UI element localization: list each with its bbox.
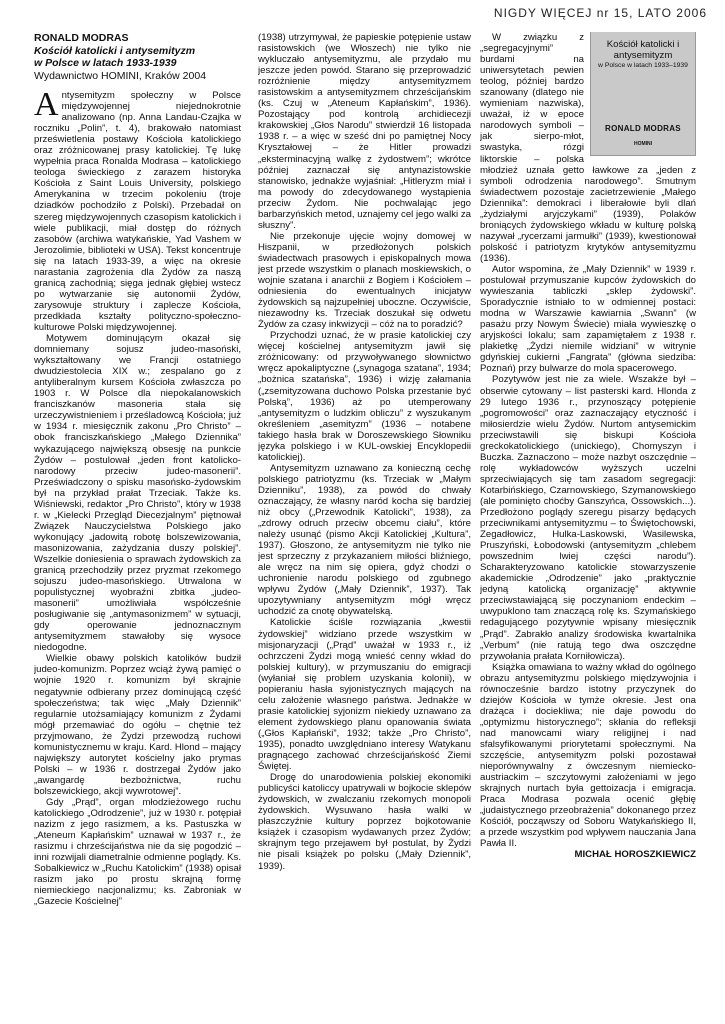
paragraph: Gdy „Prąd”, organ młodzieżowego ruchu katolickiego „Odrodzenie”, już w 1930 r. potępiał nazizm z jego rasizmem, a ks. Pastuszka w „Ateneum Kapłańskim” uznawał w 1937 r., że rasizmu i chrześcijaństwa nie da się pogodzić – inni rozwijali diametralnie odmienne poglądy. Ks. Sobalkiewicz w „Ruchu Katolickim” (1938) opisał rasizm jako po prostu skrajną formę niemieckiego nacjonalizmu; ks. Zabroniak w „Gazecie Kościelnej” [34,797,241,908]
book-author: RONALD MODRAS [34,32,129,44]
cover-author: RONALD MODRAS [605,124,681,133]
paragraph: Pozytywów jest nie za wiele. Wszakże był – obserwie cytowany – list pasterski kard. Hlonda z 29 lutego 1936 r., przynoszący potępienie „pogromowości” oraz zaznaczający etyczność i miłosierdzie wielu Żydów. Nurtom antysemickim przeciwstawili się biskupi Kościoła greckokatolickiego (unickiego), Chomyszyn i Buczka. Zaznaczono – może nazbyt oszczędnie – rolę wykładowców wyższych uczelni sprzeciwiających się tam zasadom segregacji: Kotarbińskiego, Czarnowskiego, Szymanowskiego (ale pominięto choćby Ganszyńca, Ossowskich...). Przedłożono poglądy szeregu pisarzy będących przeciwnikami antysemityzmu – to Świętochowski, Zegadłowicz, Hulka-Laskowski, Wasilewska, Pruszyński, Łobodowski (antysemityzm „chlebem powszednim lwiej części narodu”). Scharakteryzowano katolickie stowarzyszenie akademickie „Odrodzenie” jako „praktycznie jedyną katolicką organizację” aktywnie przeciwstawiającą się poczynaniom endeckim – uwypuklono tam znaczącą rolę ks. Szymańskiego redagującego pozytywnie wpisany miesięcznik „Prąd”. Zabrakło analizy środowiska kwartalnika „Verbum” (nie ratują tego dwa oszczędne przywołania prałata Korniłowicza). [480,374,696,662]
cover-title: Kościół katolicki i antysemityzm [606,39,680,61]
running-header: NIGDY WIĘCEJ nr 15, LATO 2006 [493,6,707,20]
paragraph: Wielkie obawy polskich katolików budził judeo-komunizm. Poprzez wciąż żywą pamięć o wojnie 1920 r. komunizm był skrajnie negatywnie odbierany przez dominującą część społeczeństwa; tak więc „Mały Dziennik” regularnie utożsamiający komunizm z Żydami mógł przemawiać do ogółu – chętnie też przyjmowano, że Żydzi przewodzą ruchowi komunistycznemu w kraju. Kard. Hlond – mający największy autorytet kościelny jako prymas Polski – w 1936 r. dostrzegał Żydów jako „awangardę bezbożnictwa, ruchu bolszewickiego, akcji wywrotowej”. [34,653,241,797]
paragraph: Autor wspomina, że „Mały Dziennik” w 1939 r. postulował przymuszanie kupców żydowskich do wywieszania tabliczki „sklep żydowski”. Sporadycznie istniało to w odmiennej postaci: modna w Warszawie kawiarnia „Swann” (w pasażu przy Nowym Świecie) miała wywieszkę o aryjskości lokalu; sam zapamiętałem z 1938 r. plakietkę „Żydzi niemile widziani” w witrynie gdyńskiej cukierni „Fangrata” (główna siedziba: Poznań) przy bulwarze do mola spacerowego. [480,263,696,375]
cover-publisher: HOMINI [633,141,653,147]
book-publisher: Wydawnictwo HOMINI, Kraków 2004 [34,69,207,82]
paragraph [34,86,241,333]
review-header [34,32,241,82]
paragraph: Nie przekonuje ujęcie wojny domowej w Hiszpanii, w przedłożonych polskich świadectwach prasowych i episkopalnych mowa jest przede wszystkim o planach moskiewskich, o wojnie szatana i anarchii z Bogiem i Kościołem – odniesienia do ewentualnych inicjatyw żydowskich są najzupełniej uboczne. Oczywiście, niezawodny ks. Trzeciak doszukał się odwetu Żydów za czasy inkwizycji – cóż na to poradzić? [258,230,471,331]
column-1 [34,32,241,1012]
paragraph: Katolickie ściśle rozwiązania „kwestii żydowskiej” widziano przede wszystkim w misjonaryzacji („Prąd” uważał w 1933 r., iż ochrzczeni Żydzi mogą wnieść cenny wkład do polskiej kultury), w przymuszaniu do emigracji (wyłaniał się problem uzyskania kolonii), w popieraniu hasła syjonistycznych mających na celu założenie własnego państwa. Jednakże w prasie katolickiej syjonizm niekiedy uznawano za element żydowskiego planu opanowania świata („Głos Kapłański”, 1932; także „Pro Christo”, 1935), ponadto uwzględniano interesy Watykanu pragnącego zachować chrześcijańskość Ziemi Świętej. [258,617,471,773]
column-3 [480,32,696,1012]
paragraph: Motywem dominującym okazał się domniemany sojusz judeo-masoński, wykształtowany we Francji ostatniego dwudziestolecia XIX w.; zespalano go z antyliberalnym kursem Kościoła zwłaszcza po 1903 r. W Polsce dla niepokalanowskich franciszkanów masoneria stała się urzeczywistnieniem i prześladowcą Kościoła; już w 1934 r. miesięcznik zakonu „Pro Christo” – obok franciszkańskiego „Małego Dziennika” wykazującego największą obsesję na punkcie Żydów – postulował „jeden front katolicko-narodowy przeciw judeo-masonerii”. Przeświadczony o spisku masońsko-żydowskim był na przykład prałat Trzeciak. Także ks. Wiśniewski, redaktor „Pro Christo”, który w 1938 r. w „Kielecki Przegląd Diecezjalnym” piętnował Związek Nauczycielstwa Polskiego jako wykonujący „jadowitą robotę bolszewizowania, masonizowania, zażydzania duszy polskiej”. Wszelkie doniesienia o sprawach żydowskich za granicą przechodziły przez pryzmat rzekomego sojuszu judeo-masońskiego. Utrwalona w populistycznej wyobraźni zbitka „judeo-masonerii” umożliwiała współcześnie posługiwanie się „antymasonizmem” w sytuacji, gdy operowanie jednoznacznym antysemityzmem stawałoby się wysoce niedogodne. [34,333,241,654]
paragraph: Książka omawiana to ważny wkład do ogólnego obrazu antysemityzmu polskiego międzywojnia i równocześnie bardzo istotny przyczynek do dziejów Kościoła w tymże okresie. Jest ona drażąca i dociekliwa; nie daje powodu do „optymizmu historycznego”; skłania do refleksji nad manowcami wiary religijnej i nad sfalsyfikowanymi priorytetami społecznymi. Na szczęście, antysemityzm polski pozostawał nieporównywalny z ówczesnym niemiecko-austriackim – szczytowymi założeniami w jego skrajnych nurtach była gettoizacja i emigracja. Praca Modrasa pozwala ocenić głębię „judaistycznego przeobrażenia” dokonanego przez Kościół, począwszy od Soboru Watykańskiego II, a przede wszystkim pod wpływem nauczania Jana Pawła II. [480,661,696,850]
column-2 [258,32,471,1012]
paragraph: Drogę do unarodowienia polskiej ekonomiki publicyści katoliccy upatrywali w bojkocie sklepów żydowskich, w zwalczaniu rzekomych monopoli żydowskich. Wysuwano hasła walki w płaszczyźnie kultury poprzez bojkotowanie książek i czasopism wydawanych przez Żydów; skrajnym tego przejawem był postulat, by Żydzi nie pisali książek po polsku („Mały Dziennik”, 1939). [258,772,471,872]
reviewer-signature: MICHAŁ HOROSZKIEWICZ [574,849,696,861]
paragraph: Przychodzi uznać, że w prasie katolickiej czy więcej kościelnej antysemityzm jawił się zróżnicowany: od przywoływanego słownictwo wręcz apokaliptyczne („synagoga szatana”, 1934; „bożnica szatańska”, 1936) i wizję załamania („zsemityzowana duchowo Polska przestanie być Polską”, 1936) aż po utemperowany „antysemityzm o ludzkim obliczu” z wyszukanym określeniem „asemityzm” (1936 – notabene takiego hasła brak w Doroszewskiego Słowniku języka polskiego i w KUL-owskiej Encyklopedii katolickiej). [258,330,471,463]
paragraph: (1938) utrzymywał, że papieskie potępienie ustaw rasistowskich (we Włoszech) nie tylko nie wykluczało antysemityzmu, ale przydało mu jeszcze jeden powód. Starano się przeprowadzić rozróżnienie między antysemityzmem rasistowskim a antysemityzmem chrześcijańskim (ks. Czuj w „Ateneum Kapłańskim”, 1936). Pozostający pod kontrolą archidiecezji krakowskiej „Głos Narodu” stwierdził 16 listopada 1938 r. – a więc w sześć dni po pamiętnej Nocy Kryształowej – że Hitler prowadzi „eksterminacyjną walkę z żydostwem”; wkrótce później zaznaczał się antynazistowskie stanowisko, jednakże wyjaśniał: „Hitleryzm miał i ma powody do zdecydowanego wystąpienia przeciw Żydom. Nie pochwalając jego barbarzyńskich metod, uznajemy cel jego walki za słuszny”. [258,32,471,231]
book-title-line-2: w Polsce w latach 1933-1939 [34,57,177,69]
paragraph-text: ntysemityzm społeczny w Polsce międzywojennej niejednokrotnie analizowano (np. Anna Landau-Czajka w roczniku „Polin”, t. 4), brakowało natomiast prześwietlenia postawy Kościoła katolickiego oraz zróżnicowanej prasy katolickiej. Tę lukę wypełnia praca Ronalda Modrasa – katolickiego teologa świeckiego z zarazem historyka Kościoła z Saint Louis University, polskiego Amerykanina w trzecim pokoleniu (troje dziadków pochodziło z Polski). Przebadał on szereg międzywojennych czasopism katolickich i wiele publikacji, miał dostęp do różnych zasobów (archiwa watykańskie, Yad Vashem w Jerozolimie, biblioteki w USA). Tekst koncentruje się na latach 1933-39, a więc na okresie narastania zagrożenia dla Żydów za naszą granicą zachodnią; sięga jednak głębiej wstecz po wytwarzanie się autonomii Żydów, zarysowuje struktury i zaplecze Kościoła, przedkłada kształty polityczno-społeczno-kulturowe Polski międzywojennej. [34,90,241,333]
drop-cap: A [34,86,59,123]
cover-subtitle: w Polsce w latach 1933–1939 [598,62,688,69]
paragraph: W związku z „segregacyjnymi” burdami na uniwersytetach pewien teolog, później bardzo szanowany (dlatego nie wymieniam nazwiska), uważał, iż w epoce narodowych symboli – jak sierpo-młot, swastyka, rózgi liktorskie – polska młodzież uznała getto ławkowe za „jeden z symboli odrodzenia narodowego”. Smutnym świadectwem pozostaje zacietrzewienie „Małego Dziennika”: demokraci i liberałowie byli dlań „żydziałymi aryjczykami” (1939), Polaków broniących żydowskiego wkładu w kulturę polską nazywał „rycerzami jarmułki” (1939), kwestionował polskość i patriotyzm krytyków antysemityzmu (1936). [480,32,696,264]
book-cover-image [590,32,696,156]
book-title-line-1: Kościół katolicki i antysemityzm [34,44,196,57]
paragraph: Antysemityzm uznawano za konieczną cechę polskiego patriotyzmu (ks. Trzeciak w „Małym Dzienniku”, 1938), za powód do chwały oznaczający, że własny naród kocha się bardziej niż obcy („Przewodnik Katolicki”, 1938), za „zdrowy odruch przeciw obcemu ciału”, które należy usunąć (pismo Akcji Katolickiej „Kultura”, 1937). Głoszono, że antysemityzm nie tylko nie jest sprzeczny z przykazaniem miłości bliźniego, ale wręcz na nim się opiera, gdyż chodzi o uchronienie narodu polskiego od zgubnego wpływu Żydów („Mały Dziennik”, 1937). Tak upozytywniany antysemityzm mógł wręcz uchodzić za cnotę obywatelską. [258,462,471,618]
